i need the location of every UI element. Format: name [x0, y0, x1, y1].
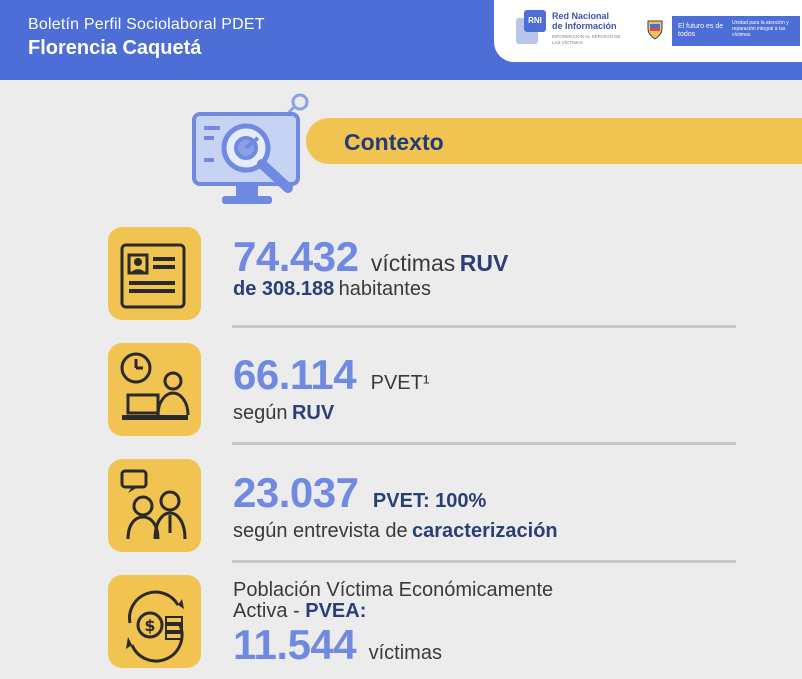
- rni-line1: Red Nacional: [552, 11, 610, 21]
- inhabitants-total: de 308.188: [233, 278, 335, 300]
- rni-logo: [516, 10, 626, 52]
- characterization-interview-tile: [108, 459, 201, 552]
- pvet-count: 66.114: [233, 351, 357, 398]
- victims-unit: víctimas: [370, 250, 456, 276]
- row-pvet-ruv: [233, 351, 430, 425]
- gov-bluebox: [672, 16, 800, 46]
- logos-panel: [494, 0, 802, 62]
- svg-text:$: $: [144, 616, 156, 635]
- section-title: Contexto: [344, 129, 444, 155]
- coat-of-arms-icon: [646, 18, 664, 40]
- pvea-label-line1: Población Víctima Económicamente: [233, 579, 554, 601]
- separator-2: [232, 442, 736, 445]
- row-pvea: [233, 580, 553, 666]
- victims-unit-strong: RUV: [459, 250, 509, 276]
- gov-logo: [642, 16, 802, 46]
- gov-slogan: El futuro es de todos: [678, 23, 724, 38]
- computer-analytics-icon: [188, 92, 314, 212]
- characterized-percent: PVET: 100%: [372, 490, 487, 512]
- characterized-count: 23.037: [233, 469, 359, 516]
- separator-3: [232, 560, 736, 563]
- row-victims-ruv: [233, 233, 509, 301]
- pvet-clock-tile: [108, 343, 201, 436]
- rni-badge: RNI: [524, 10, 546, 32]
- characterized-source-prefix: según entrevista de: [233, 520, 408, 542]
- row-pvet-characterization: [233, 469, 558, 543]
- pvet-source: RUV: [291, 402, 335, 424]
- pvea-acronym: PVEA:: [305, 600, 367, 622]
- gov-unit: Unidad para la atención y reparación integral a las víctimas: [732, 20, 789, 38]
- section-title-pill: [306, 118, 802, 164]
- rni-line3: INFORMACIÓN AL SERVICIO DE LAS VÍCTIMAS: [552, 34, 621, 45]
- clock-worker-icon: [108, 343, 201, 436]
- rni-line2: de Información: [552, 21, 617, 31]
- pvet-source-prefix: según: [233, 402, 288, 424]
- separator-1: [232, 325, 736, 328]
- pvea-count: 11.544: [233, 621, 357, 668]
- victims-id-card-tile: [108, 227, 201, 320]
- money-cycle-icon: [108, 575, 201, 668]
- inhabitants-label: habitantes: [338, 278, 431, 300]
- header-subtitle: Boletín Perfil Sociolaboral PDET: [28, 16, 265, 33]
- interview-people-icon: [108, 459, 201, 552]
- pvea-coins-tile: [108, 575, 201, 668]
- rni-mark-icon: [516, 10, 548, 46]
- pvea-label-line2: Activa -: [233, 600, 300, 622]
- header-title: Florencia Caquetá: [28, 37, 202, 59]
- pvet-unit: PVET¹: [370, 372, 430, 394]
- pvea-unit: víctimas: [368, 642, 442, 664]
- id-card-icon: [108, 227, 201, 320]
- characterized-source: caracterización: [412, 520, 558, 542]
- victims-count: 74.432: [233, 233, 359, 280]
